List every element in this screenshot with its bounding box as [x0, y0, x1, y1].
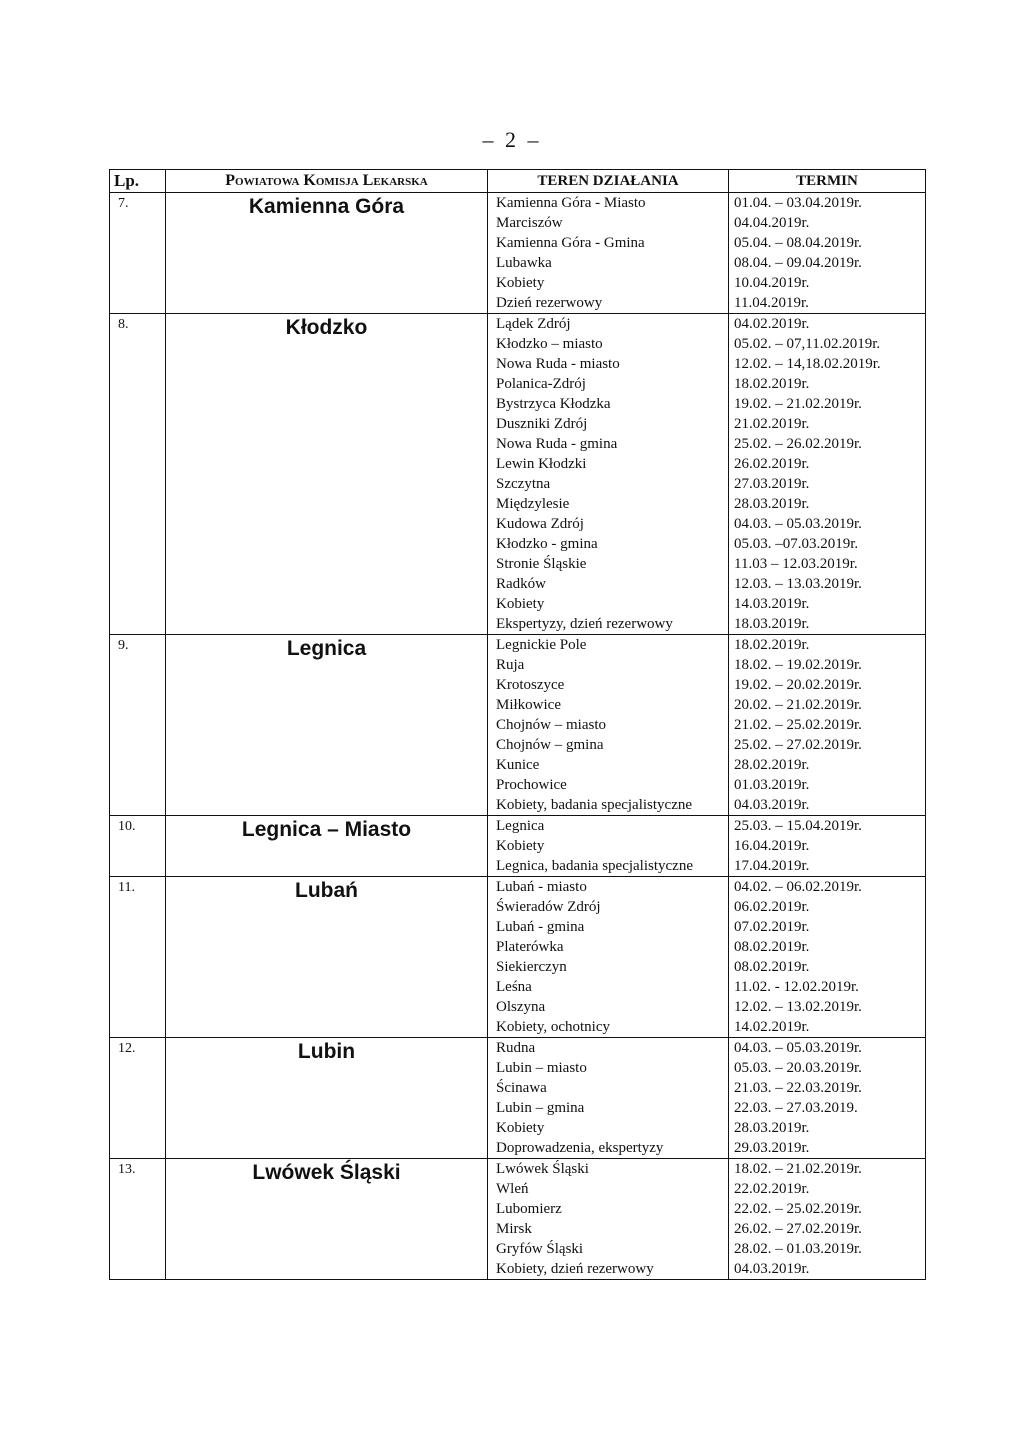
area-item: Kobiety	[496, 838, 545, 854]
area-item: Nowa Ruda - gmina	[496, 436, 618, 452]
table-header-row	[110, 170, 926, 193]
area-item: Doprowadzenia, ekspertyzy	[496, 1140, 664, 1156]
area-item: Kobiety	[496, 596, 545, 612]
term-item: 26.02.2019r.	[734, 456, 810, 472]
term-item: 16.04.2019r.	[734, 838, 810, 854]
area-item: Lubań - miasto	[496, 879, 587, 895]
area-item: Radków	[496, 576, 546, 592]
term-item: 05.04. – 08.04.2019r.	[734, 235, 862, 251]
term-item: 11.02. - 12.02.2019r.	[734, 979, 859, 995]
area-list	[488, 635, 729, 816]
term-item: 25.02. – 27.02.2019r.	[734, 737, 862, 753]
area-item: Legnica	[496, 818, 545, 834]
area-item: Lewin Kłodzki	[496, 456, 587, 472]
area-item: Mirsk	[496, 1221, 532, 1237]
term-item: 04.03.2019r.	[734, 1261, 810, 1277]
area-item: Olszyna	[496, 999, 546, 1015]
area-item: Ekspertyzy, dzień rezerwowy	[496, 616, 673, 632]
term-list	[729, 193, 926, 314]
term-item: 06.02.2019r.	[734, 899, 810, 915]
term-item: 18.02.2019r.	[734, 376, 810, 392]
term-item: 18.03.2019r.	[734, 616, 810, 632]
area-item: Kobiety, badania specjalistyczne	[496, 797, 693, 813]
row-number: 11.	[110, 877, 166, 1038]
area-item: Lądek Zdrój	[496, 316, 571, 332]
row-number: 7.	[110, 193, 166, 314]
term-item: 22.02.2019r.	[734, 1181, 810, 1197]
table-body	[110, 193, 926, 1280]
term-item: 12.02. – 13.02.2019r.	[734, 999, 862, 1015]
area-item: Dzień rezerwowy	[496, 295, 603, 311]
area-item: Kobiety	[496, 275, 545, 291]
area-item: Lubań - gmina	[496, 919, 585, 935]
term-item: 04.03.2019r.	[734, 797, 810, 813]
area-list	[488, 1159, 729, 1280]
term-item: 08.02.2019r.	[734, 959, 810, 975]
area-item: Miłkowice	[496, 697, 561, 713]
term-item: 19.02. – 20.02.2019r.	[734, 677, 862, 693]
commission-schedule-table	[109, 169, 926, 1280]
area-item: Chojnów – miasto	[496, 717, 607, 733]
area-item: Kłodzko – miasto	[496, 336, 603, 352]
area-item: Wleń	[496, 1181, 529, 1197]
area-item: Lubawka	[496, 255, 552, 271]
area-item: Lwówek Śląski	[496, 1161, 589, 1177]
area-item: Bystrzyca Kłodzka	[496, 396, 611, 412]
commission-name: Legnica – Miasto	[166, 816, 488, 877]
area-item: Ścinawa	[496, 1080, 547, 1096]
area-item: Kunice	[496, 757, 540, 773]
area-item: Szczytna	[496, 476, 551, 492]
term-item: 10.04.2019r.	[734, 275, 810, 291]
term-item: 04.02. – 06.02.2019r.	[734, 879, 862, 895]
area-item: Chojnów – gmina	[496, 737, 604, 753]
term-item: 08.02.2019r.	[734, 939, 810, 955]
term-item: 12.03. – 13.03.2019r.	[734, 576, 862, 592]
term-item: 05.03. –07.03.2019r.	[734, 536, 859, 552]
row-number: 9.	[110, 635, 166, 816]
area-item: Kobiety	[496, 1120, 545, 1136]
table-row	[110, 193, 926, 314]
header-term: TERMIN	[729, 170, 926, 193]
area-item: Platerówka	[496, 939, 564, 955]
area-item: Kobiety, ochotnicy	[496, 1019, 611, 1035]
area-item: Polanica-Zdrój	[496, 376, 586, 392]
term-item: 18.02. – 21.02.2019r.	[734, 1161, 862, 1177]
term-item: 04.04.2019r.	[734, 215, 810, 231]
term-item: 21.02.2019r.	[734, 416, 810, 432]
area-item: Ruja	[496, 657, 525, 673]
table-row	[110, 877, 926, 1038]
table-row	[110, 314, 926, 635]
term-item: 14.03.2019r.	[734, 596, 810, 612]
area-item: Nowa Ruda - miasto	[496, 356, 620, 372]
term-list	[729, 635, 926, 816]
commission-name: Lubań	[166, 877, 488, 1038]
term-item: 14.02.2019r.	[734, 1019, 810, 1035]
area-item: Stronie Śląskie	[496, 556, 587, 572]
area-item: Kamienna Góra - Miasto	[496, 195, 646, 211]
term-item: 19.02. – 21.02.2019r.	[734, 396, 862, 412]
commission-name: Lubin	[166, 1038, 488, 1159]
term-item: 04.03. – 05.03.2019r.	[734, 516, 862, 532]
term-item: 28.02. – 01.03.2019r.	[734, 1241, 862, 1257]
commission-name: Lwówek Śląski	[166, 1159, 488, 1280]
table-row	[110, 816, 926, 877]
term-item: 18.02. – 19.02.2019r.	[734, 657, 862, 673]
area-item: Kudowa Zdrój	[496, 516, 584, 532]
row-number: 8.	[110, 314, 166, 635]
term-item: 11.04.2019r.	[734, 295, 809, 311]
table-row	[110, 635, 926, 816]
area-item: Prochowice	[496, 777, 567, 793]
row-number: 12.	[110, 1038, 166, 1159]
area-item: Lubomierz	[496, 1201, 562, 1217]
term-list	[729, 816, 926, 877]
term-item: 01.04. – 03.04.2019r.	[734, 195, 862, 211]
term-item: 21.02. – 25.02.2019r.	[734, 717, 862, 733]
term-item: 25.02. – 26.02.2019r.	[734, 436, 862, 452]
area-item: Legnickie Pole	[496, 637, 587, 653]
commission-name: Kamienna Góra	[166, 193, 488, 314]
area-item: Kobiety, dzień rezerwowy	[496, 1261, 654, 1277]
commission-name: Kłodzko	[166, 314, 488, 635]
term-item: 08.04. – 09.04.2019r.	[734, 255, 862, 271]
term-item: 17.04.2019r.	[734, 858, 810, 874]
row-number: 10.	[110, 816, 166, 877]
area-list	[488, 877, 729, 1038]
term-item: 07.02.2019r.	[734, 919, 810, 935]
area-item: Rudna	[496, 1040, 536, 1056]
area-list	[488, 193, 729, 314]
term-list	[729, 314, 926, 635]
commission-name: Legnica	[166, 635, 488, 816]
area-list	[488, 1038, 729, 1159]
term-item: 05.02. – 07,11.02.2019r.	[734, 336, 881, 352]
term-item: 20.02. – 21.02.2019r.	[734, 697, 862, 713]
term-item: 28.02.2019r.	[734, 757, 810, 773]
table-row	[110, 1159, 926, 1280]
row-number: 13.	[110, 1159, 166, 1280]
area-item: Duszniki Zdrój	[496, 416, 588, 432]
area-list	[488, 816, 729, 877]
term-item: 18.02.2019r.	[734, 637, 810, 653]
term-item: 25.03. – 15.04.2019r.	[734, 818, 862, 834]
term-item: 01.03.2019r.	[734, 777, 810, 793]
area-item: Krotoszyce	[496, 677, 565, 693]
term-item: 28.03.2019r.	[734, 496, 810, 512]
area-item: Kamienna Góra - Gmina	[496, 235, 645, 251]
header-area: TEREN DZIAŁANIA	[488, 170, 729, 193]
area-item: Leśna	[496, 979, 532, 995]
table-row	[110, 1038, 926, 1159]
term-item: 04.03. – 05.03.2019r.	[734, 1040, 862, 1056]
term-item: 05.03. – 20.03.2019r.	[734, 1060, 862, 1076]
term-list	[729, 1038, 926, 1159]
term-item: 22.02. – 25.02.2019r.	[734, 1201, 862, 1217]
term-item: 26.02. – 27.02.2019r.	[734, 1221, 862, 1237]
area-list	[488, 314, 729, 635]
area-item: Kłodzko - gmina	[496, 536, 598, 552]
term-item: 29.03.2019r.	[734, 1140, 810, 1156]
area-item: Międzylesie	[496, 496, 570, 512]
area-item: Świeradów Zdrój	[496, 899, 601, 915]
term-item: 04.02.2019r.	[734, 316, 810, 332]
term-item: 28.03.2019r.	[734, 1120, 810, 1136]
area-item: Lubin – miasto	[496, 1060, 587, 1076]
term-item: 11.03 – 12.03.2019r.	[734, 556, 858, 572]
area-item: Marciszów	[496, 215, 563, 231]
header-commission: Powiatowa Komisja Lekarska	[166, 170, 488, 193]
term-list	[729, 877, 926, 1038]
area-item: Siekierczyn	[496, 959, 567, 975]
term-item: 21.03. – 22.03.2019r.	[734, 1080, 862, 1096]
term-item: 27.03.2019r.	[734, 476, 810, 492]
area-item: Legnica, badania specjalistyczne	[496, 858, 693, 874]
term-list	[729, 1159, 926, 1280]
term-item: 12.02. – 14,18.02.2019r.	[734, 356, 881, 372]
term-item: 22.03. – 27.03.2019.	[734, 1100, 858, 1116]
area-item: Gryfów Śląski	[496, 1241, 584, 1257]
page-number: – 2 –	[482, 127, 542, 152]
area-item: Lubin – gmina	[496, 1100, 585, 1116]
header-lp: Lp.	[110, 170, 166, 193]
